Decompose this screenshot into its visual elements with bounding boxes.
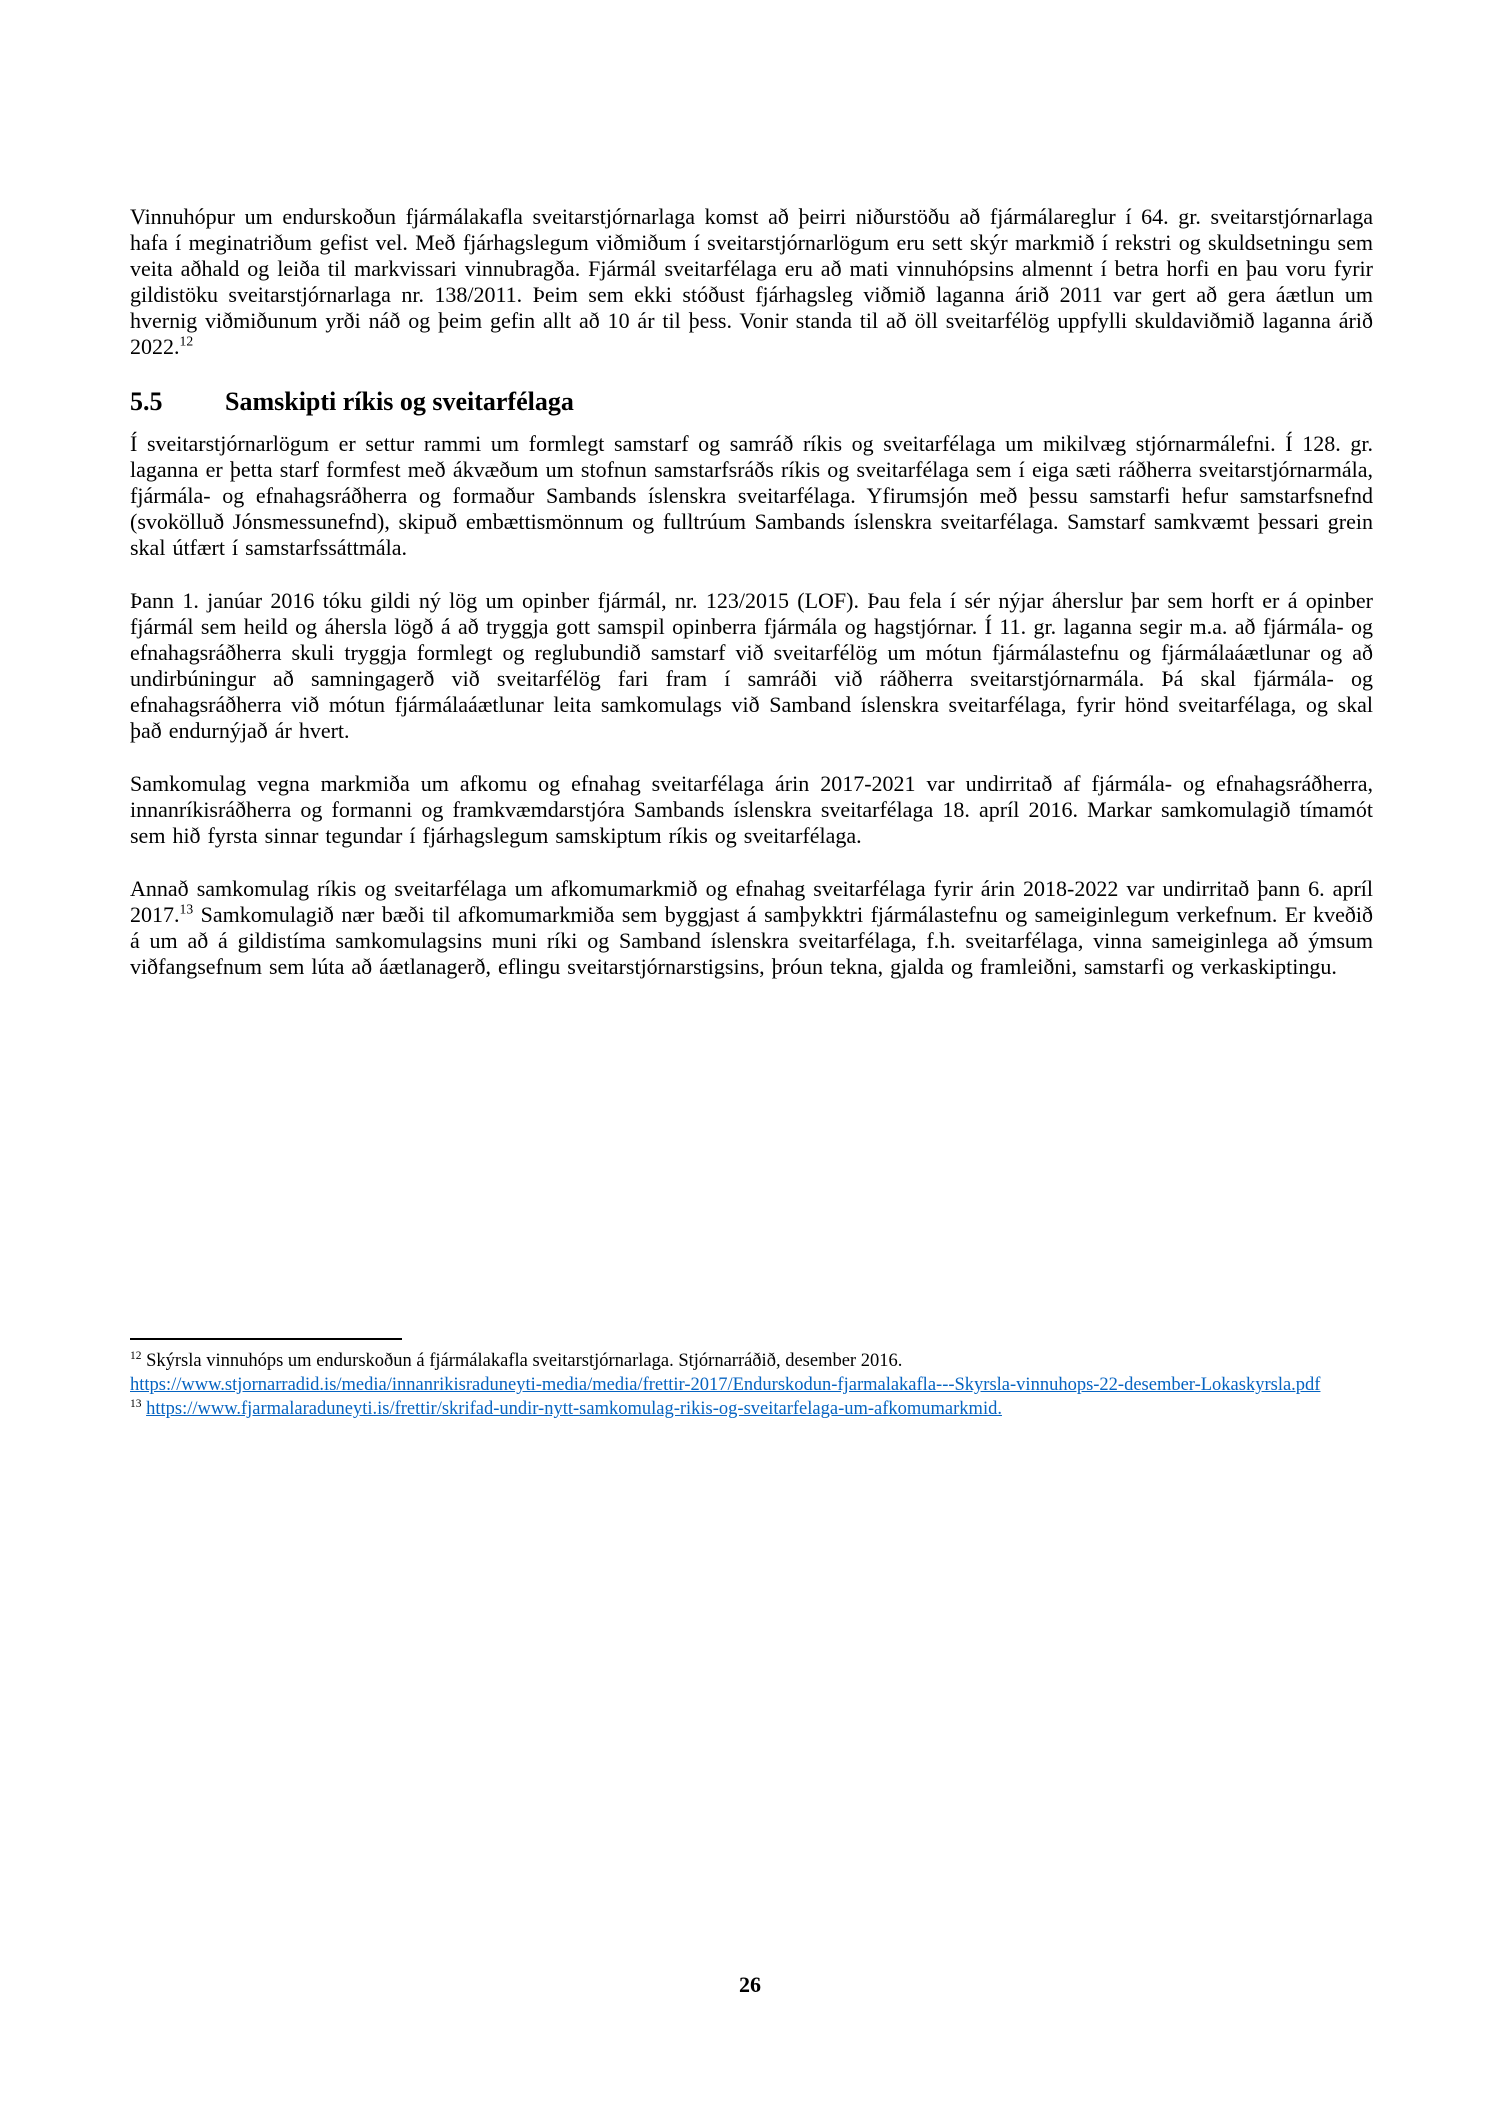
footnote-12-text: Skýrsla vinnuhóps um endurskoðun á fjármálakafla sveitarstjórnarlaga. Stjórnarráðið, desember 2016. — [141, 1351, 903, 1371]
footnote-ref-13: 13 — [179, 901, 194, 917]
paragraph-4: Samkomulag vegna markmiða um afkomu og efnahag sveitarfélaga árin 2017-2021 var undirritað af fjármála- og efnahagsráðherra, innanríkisráðherra og formanni og framkvæmdarstjóra Sambands íslenskra sveitarfélaga 18. apríl 2016. Markar samkomulagið tímamót sem hið fyrsta sinnar tegundar í fjárhagslegum samskiptum ríkis og sveitarfélaga. — [130, 771, 1373, 848]
page-number: 26 — [739, 1972, 761, 1997]
paragraph-intro-text: Vinnuhópur um endurskoðun fjármálakafla sveitarstjórnarlaga komst að þeirri niðurstöðu að fjármálareglur í 64. gr. sveitarstjórnarlaga hafa í meginatriðum gefist vel. Með fjárhagslegum viðmiðum í sveitarstjórnarlögum eru sett skýr markmið í rekstri og skuldsetningu sem veita aðhald og leiða til markvissari vinnubragða. Fjármál sveitarfélaga eru að mati vinnuhópsins almennt í betra horfi en þau voru fyrir gildistöku sveitarstjórnarlaga nr. 138/2011. Þeim sem ekki stóðust fjárhagsleg viðmið laganna árið 2011 var gert að gera áætlun um hvernig viðmiðunum yrði náð og þeim gefin allt að 10 ár til þess. Vonir standa til að öll sveitarfélög uppfylli skuldaviðmið laganna árið 2022. — [130, 204, 1373, 359]
section-title: Samskipti ríkis og sveitarfélaga — [225, 387, 574, 416]
footnote-13-marker: 13 — [130, 1397, 142, 1410]
page-content — [130, 204, 1373, 1007]
paragraph-2: Í sveitarstjórnarlögum er settur rammi um formlegt samstarf og samráð ríkis og sveitarfélaga um mikilvæg stjórnarmálefni. Í 128. gr. laganna er þetta starf formfest með ákvæðum um stofnun samstarfsráðs ríkis og sveitarfélaga sem í eiga sæti ráðherra sveitarstjórnarmála, fjármála- og efnahagsráðherra og formaður Sambands íslenskra sveitarfélaga. Yfirumsjón með þessu samstarfi hefur samstarfsnefnd (svokölluð Jónsmessunefnd), skipuð embættismönnum og fulltrúum Sambands íslenskra sveitarfélaga. Samstarf samkvæmt þessari grein skal útfært í samstarfssáttmála. — [130, 431, 1373, 560]
footnote-ref-12: 12 — [179, 333, 194, 349]
paragraph-3: Þann 1. janúar 2016 tóku gildi ný lög um opinber fjármál, nr. 123/2015 (LOF). Þau fela í sér nýjar áherslur þar sem horft er á opinber fjármál sem heild og áhersla lögð á að tryggja gott samspil opinberra fjármála og hagstjórnar. Í 11. gr. laganna segir m.a. að fjármála- og efnahagsráðherra skuli tryggja formlegt og reglubundið samstarf við sveitarfélög um mótun fjármálastefnu og fjármálaáætlunar og að undirbúningur að samningagerð við sveitarfélög fari fram í samráði við ráðherra sveitarstjórnarmála. Þá skal fjármála- og efnahagsráðherra við mótun fjármálaáætlunar leita samkomulags við Samband íslenskra sveitarfélaga, fyrir hönd sveitarfélaga, og skal það endurnýjað ár hvert. — [130, 588, 1373, 743]
footnote-13-link[interactable]: https://www.fjarmalaraduneyti.is/frettir/skrifad-undir-nytt-samkomulag-rikis-og-sveitarfelaga-um-afkomumarkmid. — [146, 1399, 1002, 1419]
footnote-12 — [130, 1349, 1373, 1397]
paragraph-5-text-after: Samkomulagið nær bæði til afkomumarkmiða sem byggjast á samþykktri fjármálastefnu og sameiginlegum verkefnum. Er kveðið á um að á gildistíma samkomulagsins muni ríki og Samband íslenskra sveitarfélaga, f.h. sveitarfélaga, vinna sameiginlega að ýmsum viðfangsefnum sem lúta að áætlanagerð, eflingu sveitarstjórnarstigsins, þróun tekna, gjalda og framleiðni, samstarfi og verkaskiptingu. — [130, 902, 1373, 979]
footnote-12-marker: 12 — [130, 1349, 142, 1362]
footnote-12-link[interactable]: https://www.stjornarradid.is/media/innanrikisraduneyti-media/media/frettir-2017/Endurskodun-fjarmalakafla---Skyrsla-vinnuhops-22-desember-Lokaskyrsla.pdf — [130, 1375, 1321, 1395]
footnote-divider — [130, 1338, 402, 1340]
footnote-section — [130, 1338, 1373, 1421]
footnote-13 — [130, 1397, 1373, 1421]
section-heading — [130, 387, 1373, 417]
paragraph-5 — [130, 876, 1373, 980]
paragraph-5-text-before: Annað samkomulag ríkis og sveitarfélaga um afkomumarkmið og efnahag sveitarfélaga fyrir árin 2018-2022 var undirritað þann 6. apríl 2017. — [130, 876, 1373, 927]
paragraph-intro — [130, 204, 1373, 360]
section-number: 5.5 — [130, 387, 163, 416]
